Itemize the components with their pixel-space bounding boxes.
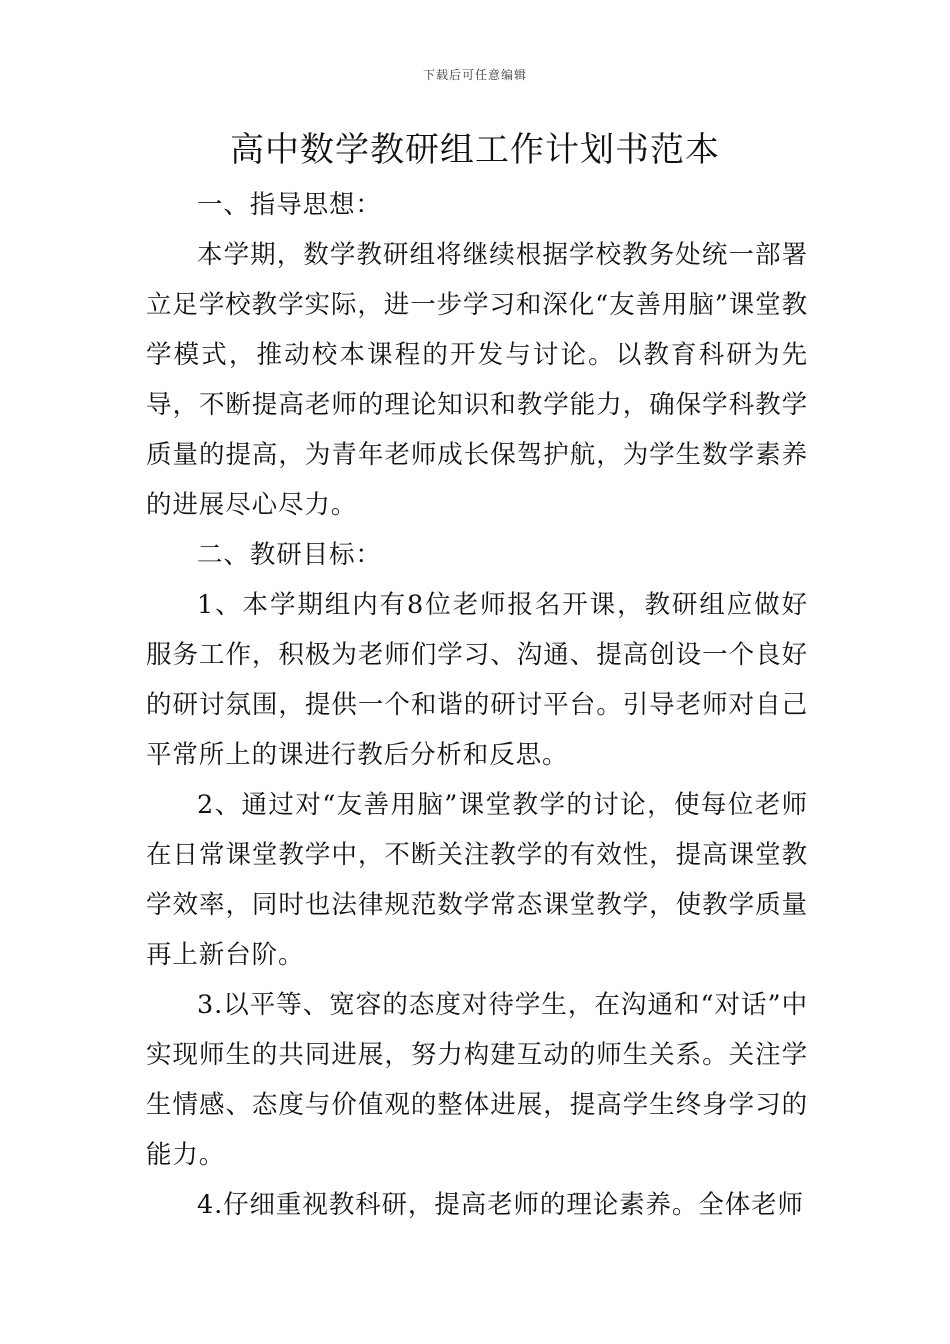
header-note: 下载后可任意编辑 [422,68,527,82]
paragraph-goal-1: 1、本学期组内有8位老师报名开课，教研组应做好服务工作，积极为老师们学习、沟通、提高创设一个良好的研讨氛围，提供一个和谐的研讨平台。引导老师对自己平常所上的课进行教后分析和反思。 [146,590,808,770]
section-heading-guiding-ideology: 一、指导思想： [197,190,382,220]
section-heading-research-goals: 二、教研目标： [197,540,382,570]
paragraph-goal-3: 3.以平等、宽容的态度对待学生，在沟通和“对话”中实现师生的共同进展，努力构建互动的师生关系。关注学生情感、态度与价值观的整体进展，提高学生终身学习的能力。 [146,990,808,1170]
paragraph-guiding-ideology: 本学期，数学教研组将继续根据学校教务处统一部署立足学校教学实际，进一步学习和深化“友善用脑”课堂教学模式，推动校本课程的开发与讨论。以教育科研为先导，不断提高老师的理论知识和教学能力，确保学科教学质量的提高，为青年老师成长保驾护航，为学生数学素养的进展尽心尽力。 [146,240,808,520]
paragraph-goal-4: 4.仔细重视教科研，提高老师的理论素养。全体老师 [197,1190,804,1220]
document-body [146,180,808,1230]
paragraph-goal-2: 2、通过对“友善用脑”课堂教学的讨论，使每位老师在日常课堂教学中，不断关注教学的有效性，提高课堂教学效率，同时也法律规范数学常态课堂教学，使教学质量再上新台阶。 [146,790,808,970]
document-title: 高中数学教研组工作计划书范本 [230,130,720,170]
